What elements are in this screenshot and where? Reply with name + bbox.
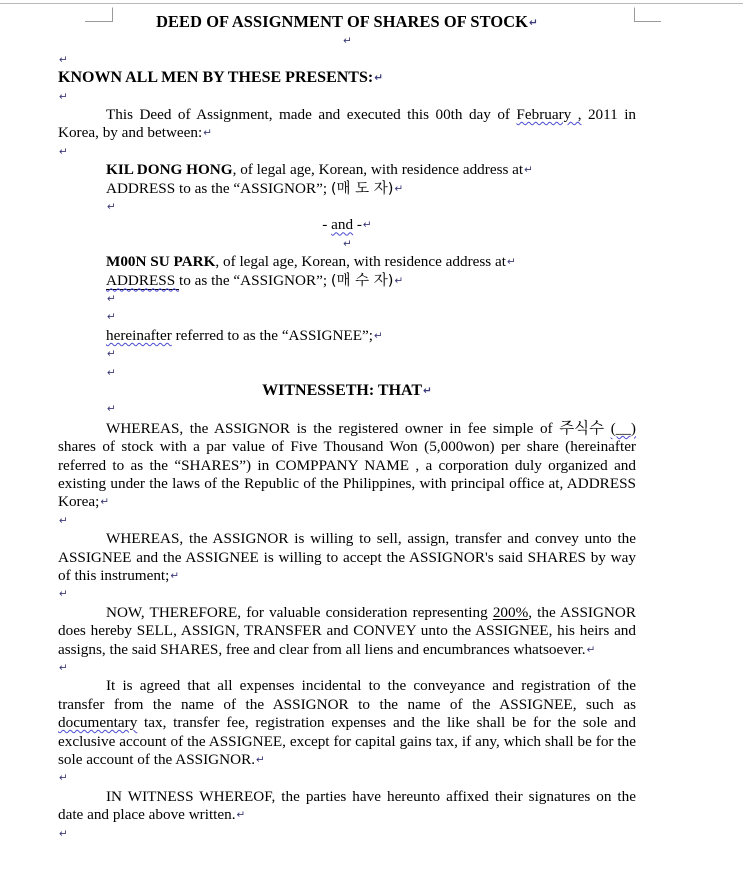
- blank-line: [58, 825, 636, 843]
- blank-line: [106, 290, 636, 308]
- pilcrow-mark: ↵: [373, 329, 383, 342]
- whereas-1-address-placeholder: ADDRESS: [566, 474, 636, 492]
- whereas-paragraph-1: [58, 419, 636, 512]
- now-therefore-a: NOW, THEREFORE, for valuable consideration representing: [106, 603, 493, 621]
- pilcrow-mark: ↵: [107, 201, 116, 213]
- pilcrow-mark: ↵: [362, 219, 372, 232]
- spellcheck-month: February ,: [516, 105, 582, 123]
- pilcrow-mark: ↵: [107, 366, 116, 379]
- blank-line: [58, 51, 636, 69]
- opening-text-b: 2011 in Korea, by and between:: [58, 105, 637, 142]
- assignee-line-2-rest: to as the “ASSIGNOR”;: [179, 271, 328, 289]
- spellcheck-and: and: [331, 216, 354, 234]
- spellcheck-documentary: documentary: [58, 714, 138, 732]
- in-witness-text: IN WITNESS WHEREOF, the parties have hereunto affixed their signatures on the date and place above written.: [58, 787, 636, 824]
- whereas-1-a: WHEREAS, the ASSIGNOR is the registered owner in fee simple of: [106, 419, 560, 437]
- assignee-line-2: [106, 272, 636, 290]
- expenses-paragraph: [58, 677, 636, 769]
- blank-line: [58, 659, 636, 677]
- pilcrow-mark: ↵: [506, 256, 516, 269]
- assignee-address-placeholder: ADDRESS: [106, 271, 180, 289]
- pilcrow-mark: ↵: [236, 809, 246, 822]
- pilcrow-mark: ↵: [524, 164, 533, 177]
- blank-line: [58, 769, 636, 787]
- pilcrow-mark: ↵: [59, 145, 68, 158]
- blank-line: [58, 88, 636, 106]
- whereas-paragraph-2: [58, 530, 636, 585]
- assignor-korean-label: (매 도 자): [330, 180, 394, 197]
- blank-line: [106, 198, 636, 216]
- pilcrow-mark: ↵: [343, 237, 352, 250]
- assignor-line-1: [106, 161, 636, 179]
- margin-corner-top-right-bar: [634, 7, 661, 22]
- assignor-line-2-rest: to as the “ASSIGNOR”;: [179, 179, 328, 197]
- whereas-1-c: Korea;: [58, 493, 100, 511]
- document-title: [58, 10, 636, 32]
- blank-line: [106, 308, 636, 326]
- opening-text-a: This Deed of Assignment, made and executed this 00th day of: [106, 105, 517, 123]
- pilcrow-mark: ↵: [59, 588, 68, 601]
- pilcrow-mark: ↵: [59, 662, 68, 675]
- assignor-name: KIL DONG HONG: [106, 161, 233, 179]
- pilcrow-mark: ↵: [107, 348, 116, 361]
- pilcrow-mark: ↵: [343, 35, 352, 48]
- assignee-korean-label: (매 수 자): [330, 272, 394, 289]
- pilcrow-mark: ↵: [170, 570, 180, 582]
- pilcrow-mark: ↵: [203, 127, 213, 140]
- pilcrow-mark: ↵: [59, 827, 68, 840]
- pilcrow-mark: ↵: [100, 496, 110, 509]
- hereinafter-line: [106, 327, 636, 345]
- witnesseth-text: WITNESSETH: THAT: [262, 381, 423, 399]
- in-witness-paragraph: [58, 788, 636, 825]
- assignor-line-1-rest: , of legal age, Korean, with residence address at: [232, 161, 524, 179]
- blank-line: [106, 345, 636, 363]
- blank-line: [58, 400, 636, 418]
- witnesseth-heading: [58, 382, 636, 400]
- pilcrow-mark: ↵: [256, 754, 265, 767]
- blank-line: [58, 512, 636, 530]
- known-all-men-heading: [58, 69, 636, 87]
- pilcrow-mark: ↵: [59, 514, 68, 527]
- pilcrow-mark: ↵: [586, 643, 596, 656]
- and-separator: - and -↵: [322, 216, 372, 234]
- assignor-address-placeholder: ADDRESS: [106, 179, 180, 197]
- pilcrow-mark: ↵: [59, 53, 68, 66]
- blank-line: [106, 364, 636, 382]
- document-title-text: DEED OF ASSIGNMENT OF SHARES OF STOCK: [156, 12, 529, 31]
- spellcheck-hereinafter: hereinafter: [106, 326, 172, 344]
- now-therefore-b: , the ASSIGNOR does hereby SELL, ASSIGN, TRANSFER and CONVEY unto the ASSIGNEE, his heirs and assigns, the said SHARES, free and clear from all liens and encumbrances whatsoever.: [58, 603, 636, 658]
- whereas-1-korean: 주식수: [559, 418, 605, 437]
- pilcrow-mark: ↵: [107, 311, 116, 324]
- blank-line: [58, 143, 636, 161]
- pilcrow-mark: ↵: [394, 274, 404, 287]
- assignee-name: M00N SU PARK: [106, 253, 216, 271]
- whereas-1-b: shares of stock with a par value of Five Thousand Won (5,000won) per share (hereinafter referred to as the “SHARES”) in COMPPANY NAME , a corporation duly organized and existing under the laws of the Republic of the Philippines, with principal office at,: [58, 438, 636, 492]
- document-body: [58, 10, 636, 843]
- pilcrow-mark: ↵: [423, 384, 432, 397]
- opening-paragraph: [58, 106, 636, 143]
- expenses-b: tax, transfer fee, registration expenses and the like shall be for the sole and exclusive account of the ASSIGNEE, except for capital gains tax, if any, which shall be for the sole account of the ASSIGNOR.: [58, 714, 636, 769]
- pilcrow-mark: ↵: [107, 293, 116, 305]
- whereas-1-blank: (__): [610, 419, 636, 437]
- whereas-2-text: WHEREAS, the ASSIGNOR is willing to sell, assign, transfer and convey unto the ASSIGNEE and the ASSIGNEE is willing to accept the ASSIGNOR's said SHARES by way of this instrument;: [58, 530, 636, 584]
- pilcrow-mark: ↵: [529, 17, 538, 29]
- expenses-a: It is agreed that all expenses incidental to the conveyance and registration of the transfer from the name of the ASSIGNOR to the name of the ASSIGNEE, such as: [58, 677, 636, 713]
- blank-line: [58, 235, 636, 253]
- assignee-block: [106, 253, 636, 382]
- pilcrow-mark: ↵: [374, 72, 383, 85]
- pilcrow-mark: ↵: [107, 403, 116, 416]
- assignee-line-1: [106, 253, 636, 271]
- blank-line: [58, 32, 636, 50]
- hereinafter-rest: referred to as the “ASSIGNEE”;: [171, 326, 373, 344]
- page-top-rule: [0, 3, 743, 4]
- consideration-percent: 200%: [492, 603, 529, 621]
- pilcrow-mark: ↵: [59, 772, 68, 785]
- blank-line: [58, 585, 636, 603]
- known-all-men-text: KNOWN ALL MEN BY THESE PRESENTS:: [58, 69, 374, 87]
- assignor-line-2: [106, 180, 636, 198]
- now-therefore-paragraph: [58, 604, 636, 659]
- assignee-line-1-rest: , of legal age, Korean, with residence address at: [215, 253, 506, 271]
- pilcrow-mark: ↵: [394, 182, 404, 195]
- pilcrow-mark: ↵: [59, 90, 68, 103]
- assignor-block: [106, 161, 636, 216]
